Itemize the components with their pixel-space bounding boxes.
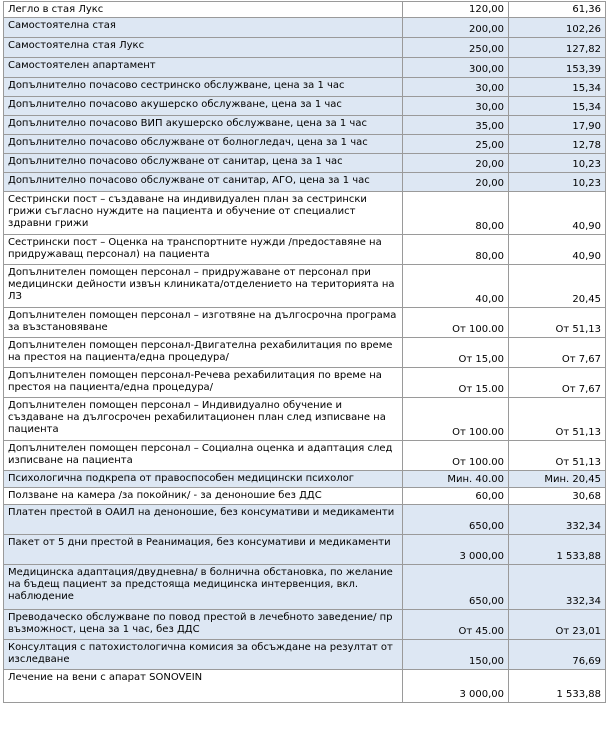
table-row [4, 565, 606, 610]
price-cell: 30,00 [403, 78, 509, 97]
table-row [4, 265, 606, 308]
service-cell: Медицинска адаптация/двудневна/ в болнична обстановка, по желание на бъдещ пациент за предстояща медицинска интервенция, вкл. наблюдение [4, 565, 403, 610]
table-row [4, 235, 606, 265]
price-cell: 3 000,00 [403, 670, 509, 703]
table-row [4, 78, 606, 97]
price-cell: 20,00 [403, 173, 509, 192]
price-cell: 200,00 [403, 18, 509, 38]
service-cell: Консултация с патохистологична комисия за обсъждане на резултат от изследване [4, 640, 403, 670]
table-row [4, 640, 606, 670]
price-cell: От 45.00 [403, 610, 509, 640]
table-row [4, 154, 606, 173]
copay-cell: От 7,67 [509, 368, 606, 398]
service-cell: Допълнително почасово обслужване от санитар, АГО, цена за 1 час [4, 173, 403, 192]
copay-cell: 76,69 [509, 640, 606, 670]
copay-cell: 15,34 [509, 78, 606, 97]
service-cell: Ползване на камера /за покойник/ - за деноношие без ДДС [4, 488, 403, 505]
service-cell: Допълнителен помощен персонал-Речева рехабилитация по време на престоя на пациента/една процедура/ [4, 368, 403, 398]
copay-cell: 10,23 [509, 173, 606, 192]
price-cell: 30,00 [403, 97, 509, 116]
table-row [4, 173, 606, 192]
price-cell: От 15,00 [403, 338, 509, 368]
service-cell: Допълнителен помощен персонал – изготвяне на дългосрочна програма за възстановяване [4, 308, 403, 338]
service-cell: Допълнителен помощен персонал-Двигателна рехабилитация по време на престоя на пациента/една процедура/ [4, 338, 403, 368]
service-cell: Допълнително почасово ВИП акушерско обслужване, цена за 1 час [4, 116, 403, 135]
service-cell: Самостоятелна стая Лукс [4, 38, 403, 58]
service-cell: Пакет от 5 дни престой в Реанимация, без консумативи и медикаменти [4, 535, 403, 565]
service-cell: Платен престой в ОАИЛ на деноношие, без консумативи и медикаменти [4, 505, 403, 535]
service-cell: Легло в стая Лукс [4, 2, 403, 18]
copay-cell: От 51,13 [509, 441, 606, 471]
table-row [4, 670, 606, 703]
price-cell: 650,00 [403, 565, 509, 610]
service-cell: Допълнително почасово обслужване от болногледач, цена за 1 час [4, 135, 403, 154]
copay-cell: 102,26 [509, 18, 606, 38]
table-row [4, 116, 606, 135]
table-row [4, 441, 606, 471]
copay-cell: 332,34 [509, 565, 606, 610]
copay-cell: 1 533,88 [509, 535, 606, 565]
copay-cell: Мин. 20,45 [509, 471, 606, 488]
table-row [4, 398, 606, 441]
table-row [4, 338, 606, 368]
copay-cell: 153,39 [509, 58, 606, 78]
copay-cell: От 7,67 [509, 338, 606, 368]
service-cell: Преводаческо обслужване по повод престой в лечебното заведение/ пр възможност, цена за 1 час, без ДДС [4, 610, 403, 640]
price-cell: 40,00 [403, 265, 509, 308]
table-row [4, 308, 606, 338]
price-cell: 35,00 [403, 116, 509, 135]
table-row [4, 135, 606, 154]
copay-cell: 10,23 [509, 154, 606, 173]
price-cell: 250,00 [403, 38, 509, 58]
copay-cell: От 23,01 [509, 610, 606, 640]
price-cell: 80,00 [403, 192, 509, 235]
price-cell: 20,00 [403, 154, 509, 173]
table-row [4, 192, 606, 235]
service-cell: Сестрински пост – създаване на индивидуален план за сестрински грижи съгласно нуждите на пациента и обучение от специалист здравни грижи [4, 192, 403, 235]
price-cell: 300,00 [403, 58, 509, 78]
service-cell: Психологична подкрепа от правоспособен медицински психолог [4, 471, 403, 488]
table-row [4, 97, 606, 116]
table-row [4, 2, 606, 18]
service-cell: Допълнително почасово сестринско обслужване, цена за 1 час [4, 78, 403, 97]
service-cell: Допълнителен помощен персонал – Индивидуално обучение и създаване на дългосрочен рехабилитационен план след изписване на пациента [4, 398, 403, 441]
price-cell: 80,00 [403, 235, 509, 265]
copay-cell: 127,82 [509, 38, 606, 58]
service-cell: Допълнителен помощен персонал – Социална оценка и адаптация след изписване на пациента [4, 441, 403, 471]
copay-cell: 1 533,88 [509, 670, 606, 703]
price-cell: 650,00 [403, 505, 509, 535]
price-cell: От 100.00 [403, 398, 509, 441]
service-cell: Допълнителен помощен персонал – придружаване от персонал при медицински дейности извън клиниката/отделението на територията на ЛЗ [4, 265, 403, 308]
service-cell: Допълнително почасово акушерско обслужване, цена за 1 час [4, 97, 403, 116]
price-cell: 60,00 [403, 488, 509, 505]
copay-cell: 15,34 [509, 97, 606, 116]
price-cell: От 15.00 [403, 368, 509, 398]
copay-cell: 40,90 [509, 235, 606, 265]
copay-cell: 20,45 [509, 265, 606, 308]
service-cell: Самостоятелна стая [4, 18, 403, 38]
copay-cell: От 51,13 [509, 398, 606, 441]
copay-cell: 61,36 [509, 2, 606, 18]
copay-cell: 332,34 [509, 505, 606, 535]
service-cell: Самостоятелен апартамент [4, 58, 403, 78]
copay-cell: 30,68 [509, 488, 606, 505]
table-row [4, 610, 606, 640]
table-row [4, 505, 606, 535]
price-cell: Мин. 40.00 [403, 471, 509, 488]
copay-cell: От 51,13 [509, 308, 606, 338]
table-row [4, 488, 606, 505]
price-cell: От 100.00 [403, 441, 509, 471]
copay-cell: 17,90 [509, 116, 606, 135]
price-cell: 150,00 [403, 640, 509, 670]
table-row [4, 535, 606, 565]
price-cell: 120,00 [403, 2, 509, 18]
price-cell: 25,00 [403, 135, 509, 154]
price-cell: 3 000,00 [403, 535, 509, 565]
price-cell: От 100.00 [403, 308, 509, 338]
table-row [4, 38, 606, 58]
table-row [4, 58, 606, 78]
table-row [4, 471, 606, 488]
table-row [4, 18, 606, 38]
table-row [4, 368, 606, 398]
price-table [3, 1, 606, 703]
service-cell: Лечение на вени с апарат SONOVEIN [4, 670, 403, 703]
service-cell: Сестрински пост – Оценка на транспортните нужди /предоставяне на придружаващ персонал) на пациента [4, 235, 403, 265]
service-cell: Допълнително почасово обслужване от санитар, цена за 1 час [4, 154, 403, 173]
copay-cell: 40,90 [509, 192, 606, 235]
copay-cell: 12,78 [509, 135, 606, 154]
